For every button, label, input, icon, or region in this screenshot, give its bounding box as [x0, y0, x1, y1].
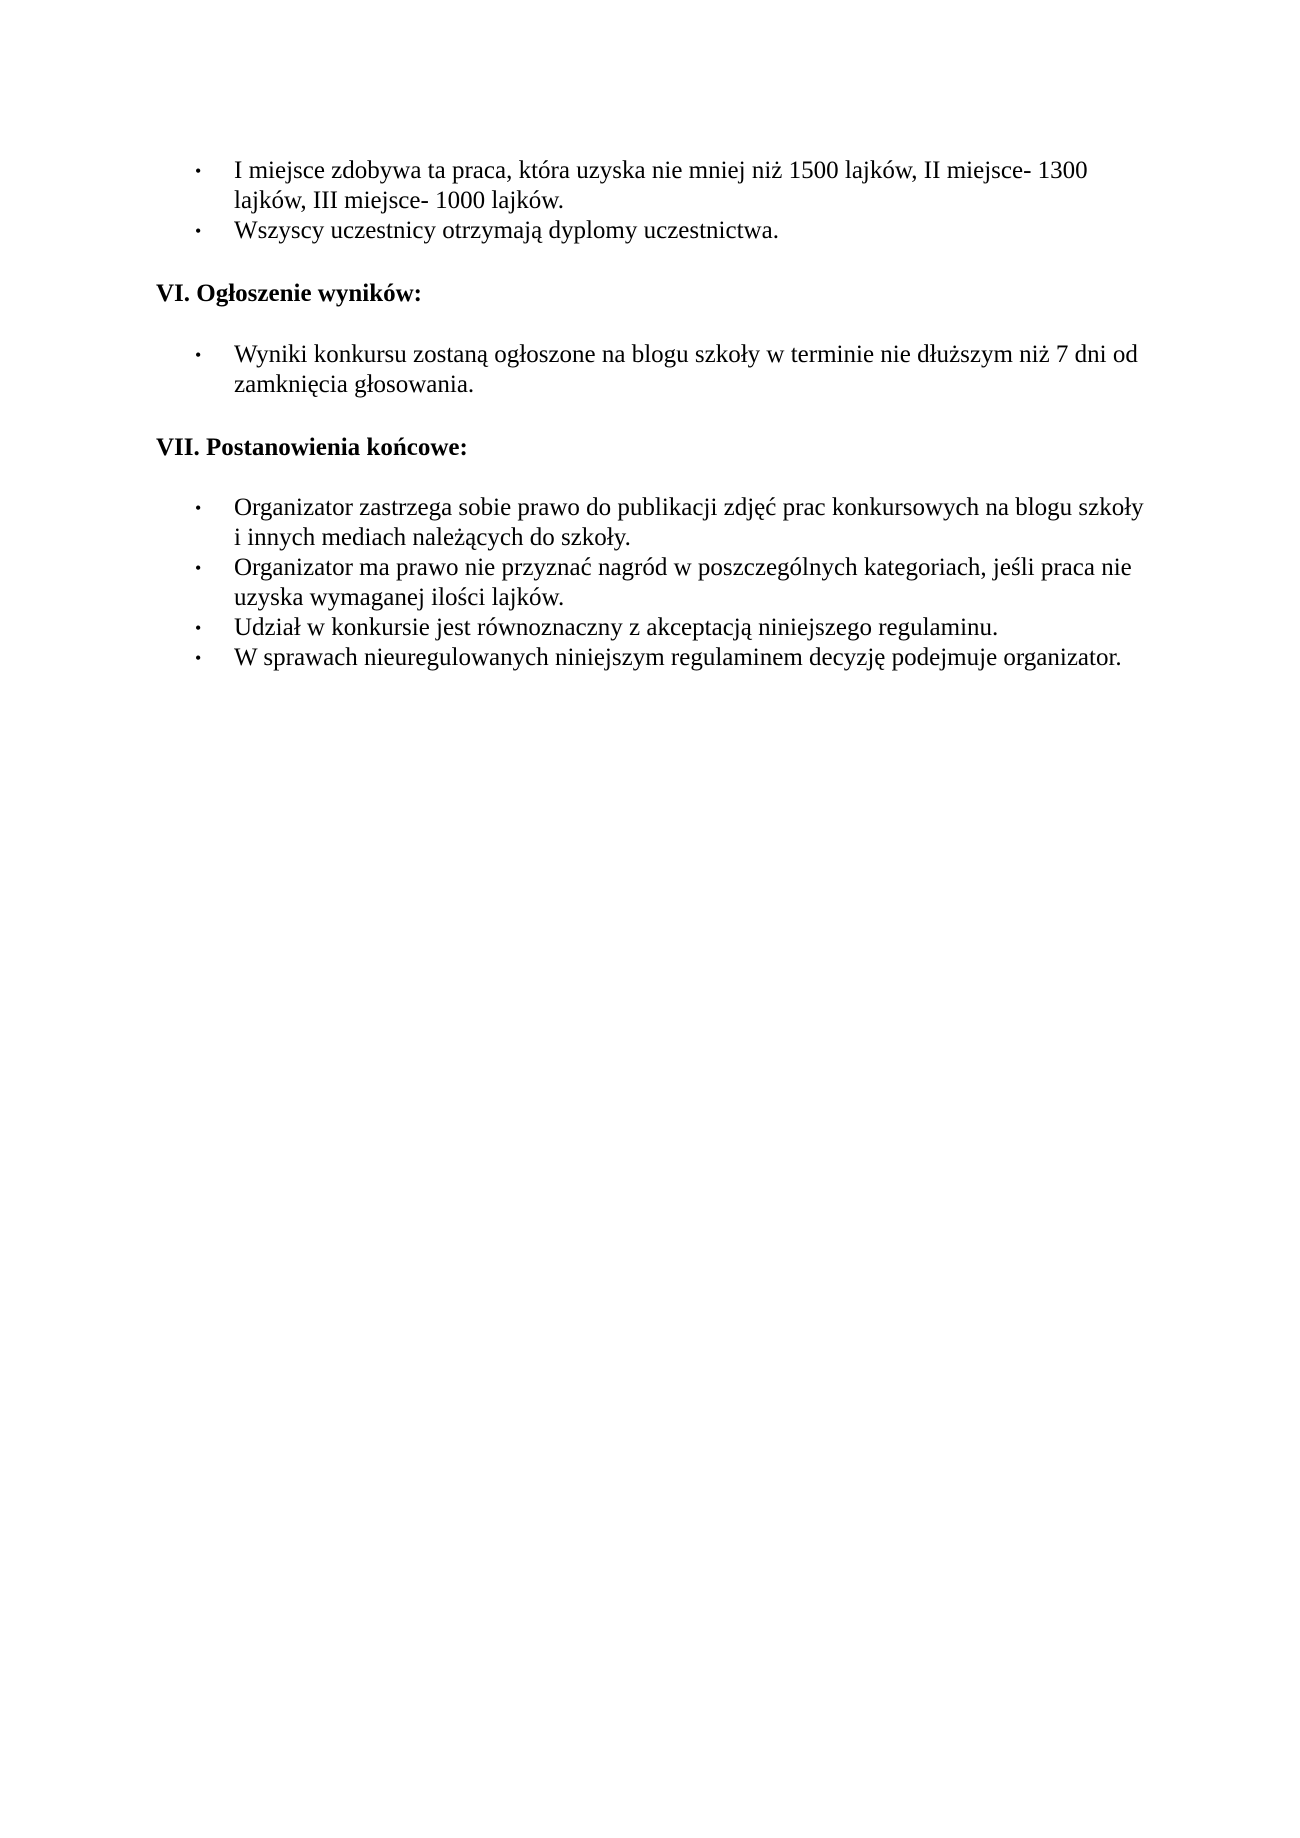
- results-list: [0, 340, 1154, 400]
- list-item-text: Organizator ma prawo nie przyznać nagród w poszczególnych kategoriach, jeśli praca nie uzyska wymaganej ilości lajków.: [234, 554, 1132, 611]
- prizes-list: [0, 156, 1154, 246]
- list-item-text: Wszyscy uczestnicy otrzymają dyplomy uczestnictwa.: [234, 217, 779, 244]
- bullet-icon: •: [195, 161, 202, 181]
- list-item: [0, 340, 1154, 400]
- list-item: [0, 156, 1154, 216]
- bullet-icon: •: [195, 558, 202, 578]
- list-item-text: W sprawach nieuregulowanych niniejszym regulaminem decyzję podejmuje organizator.: [234, 644, 1122, 671]
- list-item-text: I miejsce zdobywa ta praca, która uzyska nie mniej niż 1500 lajków, II miejsce- 1300 lajków, III miejsce- 1000 lajków.: [234, 157, 1088, 214]
- bullet-icon: •: [195, 648, 202, 668]
- bullet-icon: •: [195, 345, 202, 365]
- list-item: [0, 493, 1154, 553]
- list-item: [0, 216, 1154, 246]
- list-item-text: Organizator zastrzega sobie prawo do publikacji zdjęć prac konkursowych na blogu szkoły i innych mediach należących do szkoły.: [234, 494, 1144, 551]
- list-item: [0, 553, 1154, 613]
- list-item: [0, 613, 1154, 643]
- list-item-text: Wyniki konkursu zostaną ogłoszone na blogu szkoły w terminie nie dłuższym niż 7 dni od zamknięcia głosowania.: [234, 341, 1138, 398]
- bullet-icon: •: [195, 221, 202, 241]
- list-item-text: Udział w konkursie jest równoznaczny z akceptacją niniejszego regulaminu.: [234, 614, 999, 641]
- list-item: [0, 643, 1154, 673]
- section-heading-final-provisions: VII. Postanowienia końcowe:: [156, 434, 468, 461]
- bullet-icon: •: [195, 618, 202, 638]
- section-heading-results: VI. Ogłoszenie wyników:: [156, 280, 422, 307]
- final-provisions-list: [0, 493, 1154, 673]
- bullet-icon: •: [195, 498, 202, 518]
